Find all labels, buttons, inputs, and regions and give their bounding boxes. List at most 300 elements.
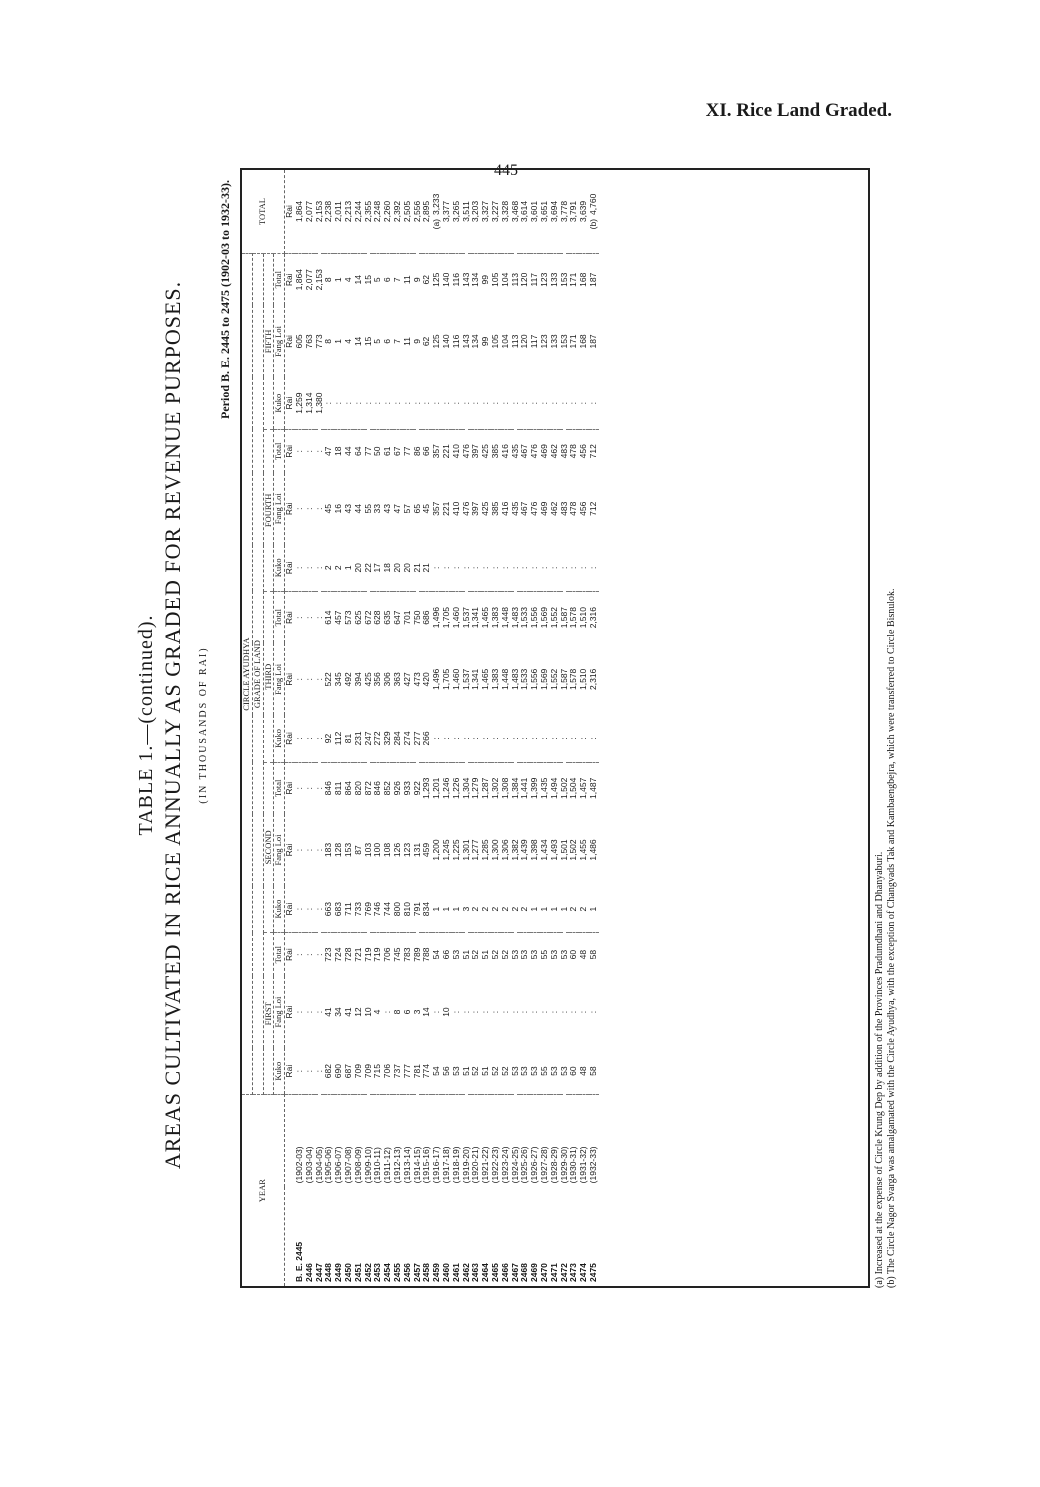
value-cell: :	[587, 1010, 598, 1014]
be-year: 2447	[313, 1263, 324, 1282]
value-cell: 1,306	[499, 839, 510, 861]
value-cell: 864	[342, 781, 353, 796]
value-cell: 2	[511, 886, 521, 933]
ad-year: (1926-27)	[529, 1146, 540, 1184]
value-cell: 810	[403, 886, 413, 933]
value-cell: 55	[362, 503, 373, 514]
value-cell: (b)4,760	[589, 170, 599, 254]
value-cell: 277	[413, 715, 423, 762]
unit-cell: Rai	[285, 886, 295, 933]
ad-year: (1931-32)	[578, 1146, 589, 1184]
value-cell: 1	[344, 545, 354, 592]
value-cell: :	[578, 1010, 589, 1014]
value-cell: :	[422, 377, 432, 429]
ad-year: (1929-30)	[558, 1146, 569, 1184]
be-year: 2446	[303, 1263, 314, 1282]
unit-cell: Rai	[284, 502, 295, 516]
value-cell: 12	[352, 1007, 363, 1017]
value-cell: 231	[354, 715, 364, 762]
value-cell: 43	[342, 503, 353, 514]
value-cell: 2,260	[383, 170, 393, 254]
value-cell: :	[530, 715, 540, 762]
value-cell: 77	[362, 446, 373, 457]
value-cell: 2,895	[422, 170, 432, 254]
value-cell: 1,279	[470, 777, 481, 799]
value-cell: 435	[509, 501, 520, 516]
value-cell: 478	[568, 501, 579, 516]
value-cell: 11	[401, 337, 412, 346]
value-cell: 3,377	[442, 170, 452, 254]
value-cell: 2	[481, 886, 491, 933]
be-year: 2448	[323, 1263, 334, 1282]
value-cell: :	[558, 1010, 569, 1014]
value-cell: 682	[324, 1048, 334, 1095]
value-cell: :	[295, 715, 305, 762]
value-cell: 57	[401, 503, 412, 514]
value-cell: 719	[372, 947, 383, 962]
value-cell: 1,483	[509, 607, 520, 629]
value-cell: 459	[421, 842, 432, 858]
value-cell: 3,791	[569, 170, 579, 254]
value-cell: 134	[470, 334, 481, 349]
ad-year: (1921-22)	[480, 1146, 491, 1184]
ad-year: (1925-26)	[519, 1146, 530, 1184]
value-cell: 133	[548, 272, 559, 287]
value-cell: :	[334, 377, 344, 429]
subheader-fang-loi: Fang Loi	[274, 305, 285, 377]
value-cell: 473	[411, 672, 422, 687]
value-cell: 104	[499, 334, 510, 349]
value-cell: :	[354, 377, 364, 429]
value-cell: 48	[578, 949, 589, 960]
be-year: 2455	[391, 1263, 402, 1282]
value-cell: 51	[481, 1048, 491, 1095]
value-cell: :	[569, 715, 579, 762]
value-cell: 125	[431, 334, 442, 349]
value-cell: :	[499, 1010, 510, 1014]
value-cell: 846	[372, 781, 383, 796]
value-cell: 683	[334, 886, 344, 933]
value-cell: 117	[529, 334, 540, 349]
grade-second-header: SECOND	[263, 762, 274, 933]
value-cell: 788	[421, 947, 432, 962]
ad-year: (1909-10)	[362, 1146, 373, 1184]
value-cell: 247	[364, 715, 374, 762]
value-cell: 168	[578, 272, 589, 287]
unit-cell: Rai	[284, 843, 295, 857]
value-cell: 5	[372, 339, 383, 344]
value-cell: 1,533	[519, 607, 530, 629]
value-cell: 45	[421, 503, 432, 514]
ad-year: (1918-19)	[450, 1146, 461, 1184]
value-cell: 1	[530, 886, 540, 933]
value-cell: 723	[323, 947, 334, 962]
value-cell: :	[364, 377, 374, 429]
value-cell: 1,587	[558, 668, 569, 690]
value-cell: 687	[344, 1048, 354, 1095]
value-cell: 774	[422, 1048, 432, 1095]
value-cell: 1,502	[568, 839, 579, 861]
value-cell: 745	[391, 947, 402, 962]
value-cell: :	[313, 848, 324, 852]
value-cell: :	[313, 507, 324, 510]
value-cell: 15	[362, 336, 373, 347]
value-cell: 663	[324, 886, 334, 933]
value-cell: 410	[450, 444, 461, 459]
value-cell: 456	[578, 444, 589, 459]
value-cell: :	[413, 377, 423, 429]
value-cell: :	[315, 886, 325, 933]
value-cell: 3,651	[540, 170, 550, 254]
be-year: 2462	[460, 1263, 471, 1282]
value-cell: 51	[462, 1048, 472, 1095]
value-cell: 712	[587, 501, 598, 516]
table-row	[334, 170, 344, 1286]
value-cell: 410	[450, 501, 461, 516]
unit-cell: Rai	[284, 335, 295, 348]
value-cell: 478	[568, 444, 579, 459]
value-cell: 7	[391, 277, 402, 283]
unit-cell: Rai	[284, 273, 295, 287]
value-cell: 425	[362, 672, 373, 687]
value-cell: 1,487	[587, 777, 598, 799]
value-cell: 820	[352, 781, 363, 796]
subheader-total: Total	[274, 591, 285, 643]
value-cell: 20	[403, 545, 413, 592]
value-cell: 1,496	[431, 607, 442, 629]
value-cell: :	[442, 545, 452, 592]
value-cell: 113	[509, 272, 520, 287]
value-cell: 1,277	[470, 839, 481, 861]
value-cell: :	[511, 545, 521, 592]
value-cell: 53	[519, 949, 530, 960]
value-cell: :	[431, 1010, 442, 1014]
value-cell: 1,587	[558, 607, 569, 629]
value-cell: :	[550, 715, 560, 762]
value-cell: :	[550, 545, 560, 592]
value-cell: 701	[401, 610, 412, 625]
value-cell: 20	[393, 545, 403, 592]
value-cell: 6	[382, 277, 393, 283]
value-cell: :	[579, 377, 589, 429]
rotated-table-page	[135, 150, 900, 1300]
value-cell: 1	[432, 886, 442, 933]
value-cell: :	[432, 545, 442, 592]
value-cell: 105	[489, 334, 500, 349]
value-cell: 58	[587, 949, 598, 960]
value-cell: 5	[372, 277, 383, 283]
value-cell: 22	[364, 545, 374, 592]
value-cell: :	[489, 1010, 500, 1014]
value-cell: :	[373, 377, 383, 429]
table-row	[315, 170, 325, 1286]
value-cell: :	[303, 848, 314, 852]
value-cell: :	[481, 545, 491, 592]
value-cell: :	[471, 377, 481, 429]
value-cell: 99	[480, 336, 491, 347]
value-cell: 140	[440, 334, 451, 349]
value-cell: 1,578	[568, 607, 579, 629]
value-cell: 2	[569, 886, 579, 933]
subheader-fang-loi: Fang Loi	[274, 814, 285, 886]
value-cell: 4	[342, 277, 353, 283]
value-cell: 1,578	[568, 668, 579, 690]
value-cell: :	[520, 545, 530, 592]
value-cell: 690	[334, 1048, 344, 1095]
be-year: 2474	[578, 1263, 589, 1282]
value-cell: :	[450, 1010, 461, 1014]
value-cell: 65	[411, 503, 422, 514]
subheader-fang-loi: Fang Loi	[274, 976, 285, 1048]
value-cell: 605	[293, 334, 304, 349]
value-cell: 922	[411, 781, 422, 796]
value-cell: 86	[411, 446, 422, 457]
value-cell: 385	[489, 501, 500, 516]
value-cell: 1,300	[489, 839, 500, 861]
ad-year: (1903-04)	[303, 1146, 314, 1184]
unit-cell: Rai	[284, 1005, 295, 1019]
value-cell: 116	[450, 272, 461, 287]
value-cell: 394	[352, 672, 363, 687]
value-cell: 14	[352, 336, 363, 347]
value-cell: 777	[403, 1048, 413, 1095]
subheader-total: Total	[274, 933, 285, 976]
value-cell: 9	[411, 339, 422, 344]
value-cell: 1,864	[295, 170, 305, 254]
value-cell: 64	[352, 446, 363, 457]
value-cell: 1,308	[499, 777, 510, 799]
value-cell: 1,501	[558, 839, 569, 861]
value-cell: 14	[352, 275, 363, 285]
value-cell: 834	[422, 886, 432, 933]
value-cell: 171	[568, 272, 579, 287]
value-cell: 1,569	[538, 607, 549, 629]
value-cell: 709	[354, 1048, 364, 1095]
value-cell: 1,285	[480, 839, 491, 861]
value-cell: 711	[344, 886, 354, 933]
value-cell: 3,227	[491, 170, 501, 254]
be-year: 2453	[372, 1263, 383, 1282]
value-cell: 4	[372, 1009, 383, 1015]
ad-year: (1904-05)	[313, 1146, 324, 1184]
value-cell: 53	[530, 1048, 540, 1095]
value-cell: 1,341	[470, 668, 481, 690]
value-cell: 789	[411, 947, 422, 962]
value-cell: :	[589, 377, 599, 429]
footnote-a: (a) Increased at the expense of Circle Krung Dep by addition of the Provinces Pradumdhani and Dhanyaburi.	[874, 851, 885, 1288]
value-cell: :	[560, 545, 570, 592]
value-cell: 1	[452, 886, 462, 933]
value-cell: 1,552	[548, 607, 559, 629]
value-cell: 1,439	[519, 839, 530, 861]
value-cell: :	[303, 450, 314, 453]
value-cell: 1,201	[431, 777, 442, 799]
value-cell: 1,259	[295, 377, 305, 429]
value-cell: 14	[421, 1007, 432, 1017]
be-year: 2468	[519, 1263, 530, 1282]
be-year: 2475	[587, 1263, 598, 1282]
ad-year: (1902-03)	[293, 1146, 304, 1184]
value-cell: 2,248	[373, 170, 383, 254]
value-cell: 476	[529, 501, 540, 516]
value-cell: 53	[511, 1048, 521, 1095]
ad-year: (1924-25)	[509, 1146, 520, 1184]
value-cell: 635	[382, 610, 393, 625]
table-row	[364, 170, 374, 1286]
value-cell: 221	[440, 501, 451, 516]
value-cell: 773	[313, 334, 324, 349]
value-cell: 2	[579, 886, 589, 933]
value-cell: 420	[421, 672, 432, 687]
value-cell: :	[383, 377, 393, 429]
value-cell: :	[579, 545, 589, 592]
value-cell: 8	[323, 339, 334, 344]
value-cell: 1,493	[548, 839, 559, 861]
value-cell: 3,327	[481, 170, 491, 254]
value-cell: 1,314	[305, 377, 315, 429]
value-cell: 1,533	[519, 668, 530, 690]
be-year: 2450	[342, 1263, 353, 1282]
value-cell: :	[303, 1010, 314, 1014]
value-cell: 781	[413, 1048, 423, 1095]
value-cell: 1	[333, 277, 344, 283]
value-cell: :	[520, 715, 530, 762]
value-cell: 44	[352, 503, 363, 514]
value-cell: 134	[470, 272, 481, 287]
unit-cell: Rai	[285, 545, 295, 592]
value-cell: 66	[440, 949, 451, 960]
value-cell: :	[293, 1010, 304, 1014]
value-cell: 1	[560, 886, 570, 933]
value-cell: 427	[401, 672, 412, 687]
value-cell: 274	[403, 715, 413, 762]
value-cell: :	[293, 616, 304, 619]
value-cell: 50	[372, 446, 383, 457]
value-cell: 1,460	[450, 668, 461, 690]
value-cell: :	[293, 848, 304, 852]
value-cell: 284	[393, 715, 403, 762]
be-year: 2457	[411, 1263, 422, 1282]
subheader-kuko: Kuko	[274, 545, 285, 592]
value-cell: :	[540, 545, 550, 592]
value-cell: 1,225	[450, 839, 461, 861]
value-cell: 120	[519, 272, 530, 287]
value-cell: 1,465	[480, 607, 491, 629]
be-year: 2473	[568, 1263, 579, 1282]
page-number: 445	[494, 162, 518, 179]
value-cell: :	[501, 545, 511, 592]
value-cell: 1,226	[450, 777, 461, 799]
value-cell: 123	[538, 334, 549, 349]
value-cell: :	[295, 1048, 305, 1095]
value-cell: 2	[334, 545, 344, 592]
value-cell: 1,486	[587, 839, 598, 861]
value-cell: :	[491, 715, 501, 762]
value-cell: 435	[509, 444, 520, 459]
be-year: 2460	[440, 1263, 451, 1282]
value-cell: :	[313, 616, 324, 619]
value-cell: 933	[401, 781, 412, 796]
value-cell: :	[313, 678, 324, 681]
value-cell: :	[295, 886, 305, 933]
value-cell: 53	[520, 1048, 530, 1095]
value-cell: 52	[491, 1048, 501, 1095]
value-cell: 18	[383, 545, 393, 592]
ad-year: (1911-12)	[382, 1147, 393, 1184]
value-cell: :	[313, 1010, 324, 1014]
be-year: 2469	[529, 1263, 540, 1282]
value-cell: :	[579, 715, 589, 762]
value-cell: 123	[538, 272, 549, 287]
subheader-fang-loi: Fang Loi	[274, 473, 285, 545]
value-cell: 53	[452, 1048, 462, 1095]
footnote-mark: (b)	[587, 218, 598, 230]
value-cell: 53	[529, 949, 540, 960]
value-cell: 1,383	[489, 607, 500, 629]
unit-cell: Rai	[285, 715, 295, 762]
value-cell: 469	[538, 501, 549, 516]
value-cell: 153	[558, 272, 569, 287]
value-cell: 1,287	[480, 777, 491, 799]
value-cell: 112	[334, 715, 344, 762]
value-cell: 126	[391, 842, 402, 858]
be-year: 2464	[480, 1263, 491, 1282]
main-title: AREAS CULTIVATED IN RICE ANNUALLY AS GRADED FOR REVENUE PURPOSES.	[160, 280, 185, 1170]
value-cell: 522	[323, 672, 334, 687]
ad-year: (1912-13)	[391, 1146, 402, 1184]
value-cell: 425	[480, 501, 491, 516]
value-cell: :	[569, 545, 579, 592]
value-cell: 34	[333, 1007, 344, 1017]
be-year: 2467	[509, 1263, 520, 1282]
grade-fifth-header: FIFTH	[263, 254, 274, 430]
value-cell: 52	[471, 1048, 481, 1095]
value-cell: 425	[480, 444, 491, 459]
value-cell: 733	[354, 886, 364, 933]
value-cell: 476	[529, 444, 540, 459]
be-year: 2454	[382, 1263, 393, 1282]
value-cell: 87	[352, 845, 363, 855]
value-cell: 104	[499, 272, 510, 287]
value-cell: 2,316	[587, 668, 598, 690]
value-cell: 345	[333, 672, 344, 687]
value-cell: 1,341	[470, 607, 481, 629]
table-row	[403, 170, 413, 1286]
value-cell: 1,510	[578, 668, 589, 690]
value-cell: 1,200	[431, 839, 442, 861]
value-cell: 706	[383, 1048, 393, 1095]
value-cell: :	[303, 507, 314, 510]
value-cell: :	[382, 1010, 393, 1014]
value-cell: :	[491, 377, 501, 429]
value-cell: 1,705	[440, 668, 451, 690]
value-cell: :	[293, 787, 304, 790]
value-cell: 706	[382, 947, 393, 962]
value-cell: :	[305, 545, 315, 592]
value-cell: :	[480, 1010, 491, 1014]
value-cell: :	[462, 545, 472, 592]
ad-year: (1917-18)	[440, 1146, 451, 1184]
value-cell: :	[511, 715, 521, 762]
value-cell: :	[460, 1010, 471, 1014]
value-cell: 153	[342, 842, 353, 858]
unit-cell: Rai	[285, 1048, 295, 1095]
value-cell: 3,511	[462, 170, 472, 254]
value-cell: 467	[519, 501, 530, 516]
value-cell: 53	[560, 1048, 570, 1095]
value-cell: :	[403, 377, 413, 429]
be-year: 2452	[362, 1263, 373, 1282]
